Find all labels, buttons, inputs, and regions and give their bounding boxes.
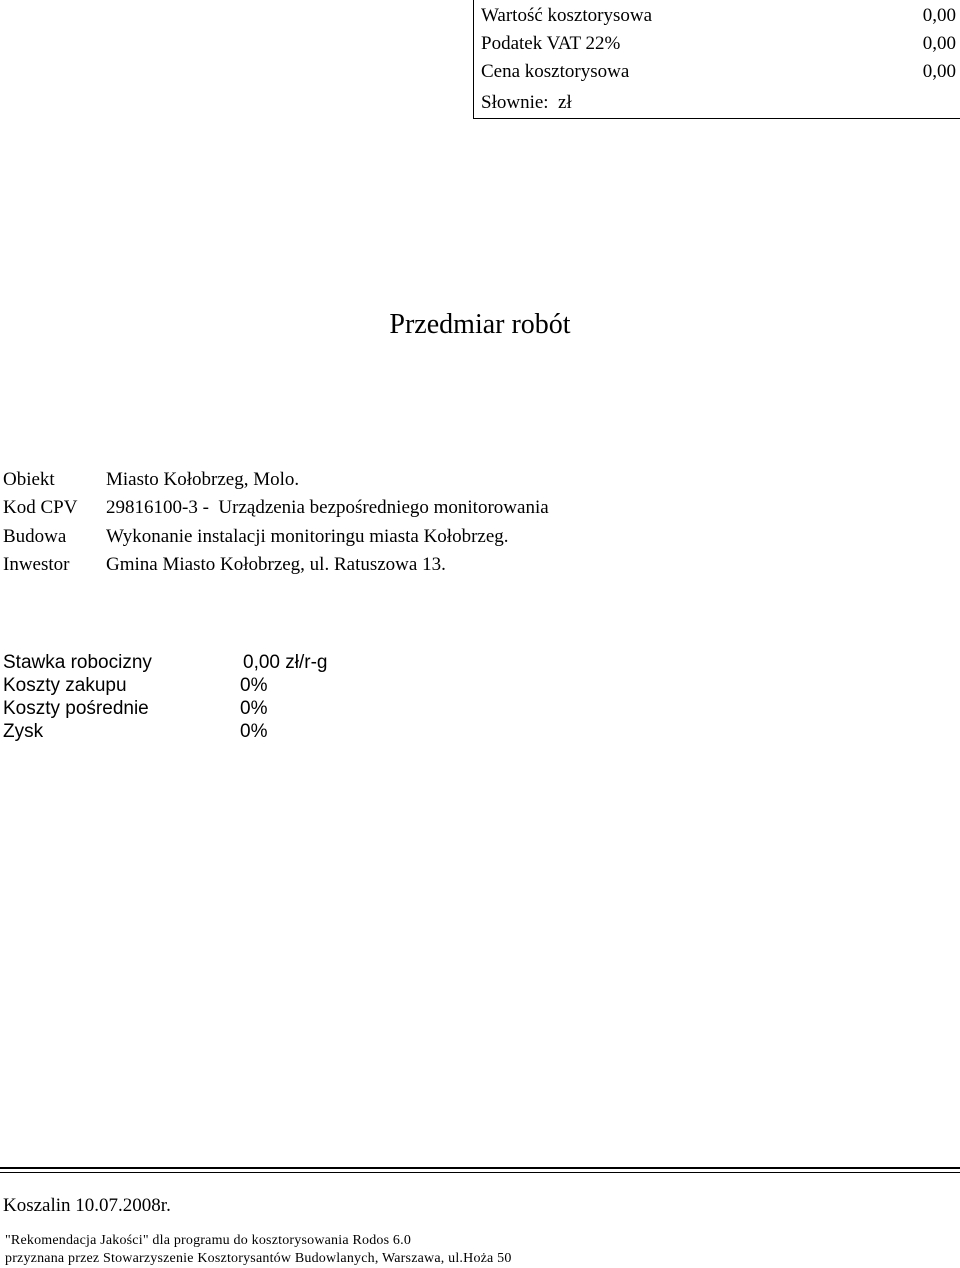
info-text: Miasto Kołobrzeg, Molo. bbox=[106, 469, 300, 490]
quality-recommendation-note: "Rekomendacja Jakości" dla programu do kosztorysowania Rodos 6.0 bbox=[5, 1233, 412, 1248]
page-title: Przedmiar robót bbox=[389, 309, 571, 340]
summary-row-in-words bbox=[481, 89, 956, 117]
summary-label: Cena kosztorysowa bbox=[481, 61, 630, 82]
summary-row-estimated-price bbox=[481, 58, 956, 86]
summary-label: Podatek VAT 22% bbox=[481, 33, 621, 54]
info-label: Obiekt bbox=[3, 469, 55, 490]
rate-label: Zysk bbox=[3, 721, 44, 742]
rate-label: Koszty zakupu bbox=[3, 675, 127, 696]
rate-value: 0% bbox=[240, 675, 268, 696]
info-text: 29816100-3 - Urządzenia bezpośredniego monitorowania bbox=[106, 497, 549, 518]
summary-value: 0,00 bbox=[922, 61, 956, 82]
summary-value: 0,00 bbox=[922, 33, 956, 54]
summary-label: Słownie: zł bbox=[481, 92, 572, 113]
summary-value: 0,00 bbox=[922, 5, 956, 26]
info-text: Gmina Miasto Kołobrzeg, ul. Ratuszowa 13. bbox=[106, 554, 446, 575]
summary-label: Wartość kosztorysowa bbox=[481, 5, 653, 26]
summary-row-estimated-value bbox=[481, 2, 956, 30]
info-text: Wykonanie instalacji monitoringu miasta Kołobrzeg. bbox=[106, 526, 509, 547]
info-label: Kod CPV bbox=[3, 497, 78, 518]
cost-summary-box bbox=[473, 0, 960, 119]
footer-divider bbox=[0, 1167, 960, 1173]
rate-value: 0,00 zł/r-g bbox=[243, 652, 328, 673]
place-and-date: Koszalin 10.07.2008r. bbox=[3, 1195, 171, 1216]
association-note: przyznana przez Stowarzyszenie Kosztorysantów Budowlanych, Warszawa, ul.Hoża 50 bbox=[5, 1251, 512, 1266]
rate-label: Stawka robocizny bbox=[3, 652, 152, 673]
info-label: Inwestor bbox=[3, 554, 70, 575]
rate-value: 0% bbox=[240, 721, 268, 742]
summary-row-vat bbox=[481, 30, 956, 58]
info-label: Budowa bbox=[3, 526, 67, 547]
rate-label: Koszty pośrednie bbox=[3, 698, 149, 719]
rate-value: 0% bbox=[240, 698, 268, 719]
